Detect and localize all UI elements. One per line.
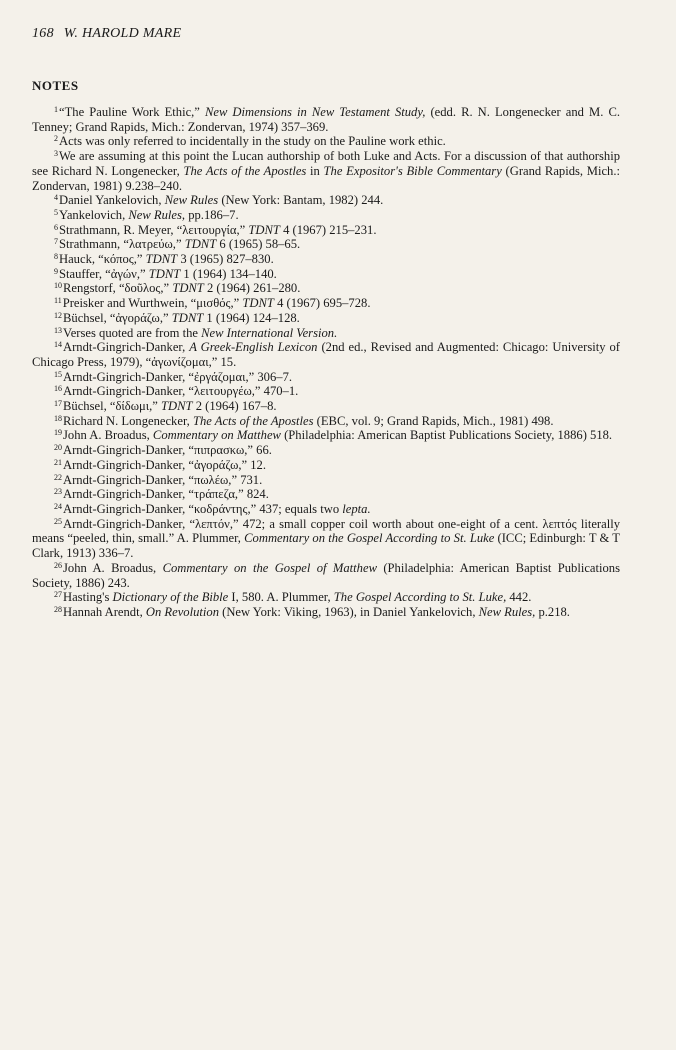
footnote-text: Büchsel, “ἀγοράζω,” — [63, 310, 172, 325]
footnote-18 — [32, 414, 620, 429]
footnote-italic-text: Commentary on the Gospel According to St. Luke — [244, 531, 495, 546]
footnote-6 — [32, 223, 620, 238]
footnote-27 — [32, 590, 620, 605]
footnote-text: 1 (1964) 124–128. — [203, 310, 300, 325]
footnote-26 — [32, 561, 620, 590]
footnote-text: Arndt-Gingrich-Danker, “τράπεζα,” 824. — [63, 487, 269, 502]
footnote-italic-text: TDNT — [248, 222, 280, 237]
footnote-italic-text: The Acts of the Apostles — [192, 413, 314, 428]
footnote-12 — [32, 311, 620, 326]
footnote-17 — [32, 399, 620, 414]
footnote-19 — [32, 428, 620, 443]
footnote-number: 27 — [54, 590, 62, 600]
footnote-10 — [32, 281, 620, 296]
footnote-text: (New York: Bantam, 1982) 244. — [218, 193, 384, 208]
footnote-number: 15 — [54, 369, 62, 379]
footnote-text: 3 (1965) 827–830. — [177, 252, 274, 267]
footnote-number: 25 — [54, 516, 62, 526]
footnote-25 — [32, 517, 620, 561]
footnote-text: 4 (1967) 215–231. — [279, 222, 377, 237]
footnote-number: 20 — [54, 443, 62, 453]
footnote-italic-text: Commentary on Matthew — [152, 428, 281, 443]
footnote-text: We are assuming at this point the Lucan authorship of both Luke and Acts. For a discussion of that authorship see Richard N. Longenecker, — [32, 149, 620, 178]
footnote-24 — [32, 502, 620, 517]
footnote-3 — [32, 149, 620, 193]
footnote-2 — [32, 134, 620, 149]
footnote-italic-text: Commentary on the Gospel of Matthew — [162, 560, 377, 575]
footnote-text: (ICC; Edinburgh: T & T Clark, 1913) 336–7. — [32, 531, 620, 561]
footnote-text: 4 (1967) 695–728. — [273, 296, 371, 311]
footnote-number: 2 — [54, 134, 58, 144]
footnote-number: 14 — [54, 340, 62, 350]
footnote-text: Rengstorf, “δοῦλος,” — [63, 281, 173, 296]
footnote-22 — [32, 473, 620, 488]
footnote-number: 8 — [54, 252, 58, 262]
footnote-text: Hannah Arendt, — [63, 604, 146, 619]
footnote-number: 6 — [54, 222, 58, 232]
footnote-text: Arndt-Gingrich-Danker, “πιπρασκω,” 66. — [63, 443, 272, 458]
footnote-text: Arndt-Gingrich-Danker, “κοδράντης,” 437; equals two — [63, 501, 343, 516]
footnote-number: 22 — [54, 472, 62, 482]
footnote-italic-text: New International Version. — [201, 325, 338, 340]
footnote-text: I, 580. A. Plummer, — [228, 590, 334, 605]
footnote-text: 442. — [506, 590, 532, 605]
footnote-text: 2 (1964) 167–8. — [192, 399, 277, 414]
footnote-number: 28 — [54, 604, 62, 614]
footnote-number: 3 — [54, 149, 58, 159]
footnote-1 — [32, 105, 620, 134]
footnote-italic-text: TDNT — [172, 281, 204, 296]
footnote-8 — [32, 252, 620, 267]
footnote-text: (Grand Rapids, Mich.: Zondervan, 1981) 9.238–240. — [32, 163, 620, 193]
footnote-text: 2 (1964) 261–280. — [203, 281, 301, 296]
footnote-text: Büchsel, “δίδωμι,” — [63, 399, 162, 414]
footnote-number: 4 — [54, 193, 58, 203]
footnote-text: Stauffer, “ἀγών,” — [59, 266, 149, 281]
footnote-text: Verses quoted are from the — [63, 325, 202, 340]
footnote-text: Arndt-Gingrich-Danker, “λεπτόν,” 472; a small copper coil worth about one-eight of a cent. λεπτός literally means “peeled, thin, small.” A. Plummer, — [32, 516, 620, 546]
footnote-text: Arndt-Gingrich-Danker, “ἀγοράζω,” 12. — [63, 457, 266, 472]
footnote-text: Preisker and Wurthwein, “μισθός,” — [62, 296, 243, 311]
footnote-text: Arndt-Gingrich-Danker, “πωλέω,” 731. — [63, 472, 263, 487]
footnote-italic-text: TDNT — [145, 252, 178, 267]
footnote-text: (Philadelphia: American Baptist Publications Society, 1886) 243. — [32, 560, 620, 590]
footnote-text: p.218. — [535, 604, 570, 619]
footnote-text: Strathmann, “λατρεύω,” — [59, 237, 185, 252]
footnote-text: (EBC, vol. 9; Grand Rapids, Mich., 1981) 498. — [313, 413, 554, 428]
footnote-text: Arndt-Gingrich-Danker, “λειτουργέω,” 470–1. — [63, 384, 299, 399]
footnote-text: (New York: Viking, 1963), in Daniel Yankelovich, — [219, 604, 479, 619]
footnote-text: Daniel Yankelovich, — [59, 193, 165, 208]
footnote-number: 7 — [54, 237, 58, 247]
footnote-number: 11 — [54, 296, 62, 306]
footnote-text: in — [306, 163, 324, 178]
footnote-number: 10 — [54, 281, 62, 291]
footnote-4 — [32, 193, 620, 208]
footnote-text: 6 (1965) 58–65. — [216, 237, 301, 252]
footnote-italic-text: The Acts of the Apostles — [183, 163, 307, 178]
footnote-text: Arndt-Gingrich-Danker, “ἐργάζομαι,” 306–7. — [63, 369, 293, 384]
footnote-italic-text: TDNT — [171, 310, 204, 325]
footnote-9 — [32, 267, 620, 282]
footnote-text: Yankelovich, — [59, 207, 129, 222]
footnote-11 — [32, 296, 620, 311]
footnote-number: 5 — [54, 207, 58, 217]
footnote-text: (2nd ed., Revised and Augmented: Chicago: University of Chicago Press, 1979), “ἀγωνίζομαι,” 15. — [32, 340, 620, 369]
running-head-author: W. HAROLD MARE — [63, 26, 182, 41]
footnote-14 — [32, 340, 620, 369]
footnote-number: 13 — [54, 325, 62, 335]
footnote-16 — [32, 384, 620, 399]
footnote-number: 17 — [54, 399, 62, 409]
footnote-number: 12 — [54, 310, 62, 320]
footnote-italic-text: On Revolution — [145, 604, 219, 619]
footnote-23 — [32, 487, 620, 502]
footnote-15 — [32, 370, 620, 385]
footnote-text: Richard N. Longenecker, — [63, 413, 193, 428]
notes-heading: NOTES — [32, 78, 79, 93]
page-number: 168 — [32, 26, 54, 41]
footnote-28 — [32, 605, 620, 620]
footnote-text: “The Pauline Work Ethic,” — [59, 105, 205, 119]
footnote-italic-text: New Rules, — [128, 207, 186, 222]
footnote-italic-text: A Greek-English Lexicon — [189, 340, 318, 355]
footnote-number: 23 — [54, 487, 62, 497]
footnote-italic-text: TDNT — [242, 296, 274, 311]
footnote-7 — [32, 237, 620, 252]
footnote-20 — [32, 443, 620, 458]
footnote-21 — [32, 458, 620, 473]
running-head — [32, 26, 181, 42]
footnote-italic-text: The Gospel According to St. Luke, — [333, 590, 507, 605]
footnote-number: 24 — [54, 501, 62, 511]
footnote-italic-text: New Rules — [164, 193, 219, 208]
footnote-text: Hasting's — [63, 590, 113, 605]
footnote-text: 1 (1964) 134–140. — [180, 266, 277, 281]
footnote-number: 16 — [54, 384, 62, 394]
footnote-text: (Philadelphia: American Baptist Publications Society, 1886) 518. — [280, 428, 613, 443]
footnote-number: 19 — [54, 428, 62, 438]
footnote-number: 26 — [54, 560, 62, 570]
footnote-number: 21 — [54, 457, 62, 467]
footnote-text: Acts was only referred to incidentally in the study on the Pauline work ethic. — [59, 134, 446, 149]
footnote-text: (edd. R. N. Longenecker and M. C. Tenney; Grand Rapids, Mich.: Zondervan, 1974) 357–369. — [32, 105, 620, 134]
footnote-text: John A. Broadus, — [63, 560, 163, 575]
footnote-5 — [32, 208, 620, 223]
footnote-italic-text: TDNT — [184, 237, 217, 252]
footnote-italic-text: The Expositor's Bible Commentary — [323, 163, 502, 178]
footnote-number: 1 — [54, 105, 58, 114]
footnote-text: Arndt-Gingrich-Danker, — [63, 340, 190, 355]
footnote-italic-text: lepta. — [342, 501, 371, 516]
footnote-13 — [32, 326, 620, 341]
footnote-text: Hauck, “κόπος,” — [59, 252, 146, 267]
footnote-text: John A. Broadus, — [63, 428, 153, 443]
footnote-number: 18 — [54, 413, 62, 423]
footnote-number: 9 — [54, 266, 58, 276]
footnote-italic-text: TDNT — [161, 399, 193, 414]
footnote-italic-text: TDNT — [148, 266, 181, 281]
footnote-italic-text: New Rules, — [478, 604, 536, 619]
footnote-italic-text: Dictionary of the Bible — [112, 590, 229, 605]
footnote-text: Strathmann, R. Meyer, “λειτουργία,” — [59, 222, 249, 237]
footnote-italic-text: New Dimensions in New Testament Study, — [204, 105, 426, 119]
notes-list — [32, 105, 620, 620]
footnote-text: pp.186–7. — [185, 207, 239, 222]
